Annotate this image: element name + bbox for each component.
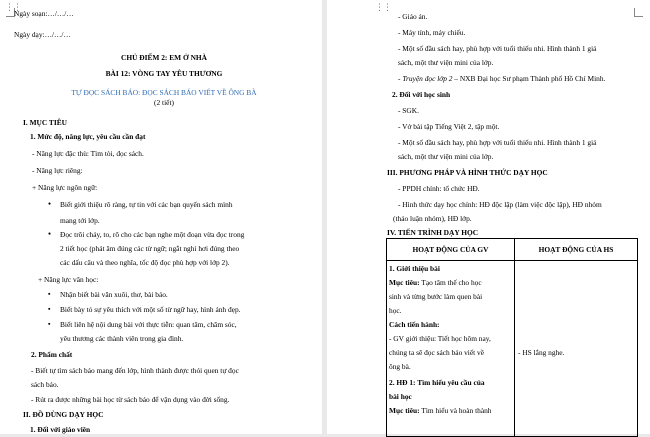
lesson-table xyxy=(386,238,638,437)
section-objectives: I. MỤC TIÊU xyxy=(23,118,68,127)
text-line: - Giáo án. xyxy=(398,12,428,21)
table-text: Mục tiêu: Tìm hiểu và hoàn thành xyxy=(389,406,492,415)
date-prepared: Ngày soạn:…/…/… xyxy=(14,9,74,18)
lesson-title: BÀI 12: VÒNG TAY YÊU THƯƠNG xyxy=(105,69,223,78)
text-line: - Vở bài tập Tiếng Việt 2, tập một. xyxy=(398,122,500,131)
text-line: - PPDH chính: tổ chức HĐ. xyxy=(398,184,480,193)
text-line: - Hình thức dạy học chính: HĐ độc lập (làm việc độc lập), HĐ nhóm xyxy=(398,200,602,209)
text-line: - Rút ra được những bài học từ sách báo để vận dụng vào đời sống. xyxy=(31,395,230,404)
table-cell-gv xyxy=(387,261,515,437)
subsection-teacher: 1. Đối với giáo viên xyxy=(30,425,91,434)
text-line: - Truyện đọc lớp 2 – NXB Đại học Sư phạm Thành phố Hồ Chí Minh. xyxy=(398,74,606,83)
table-text: - GV giới thiệu: Tiết học hôm nay, xyxy=(389,334,491,343)
table-header-gv: HOẠT ĐỘNG CỦA GV xyxy=(387,239,515,261)
section-procedure: IV. TIẾN TRÌNH DẠY HỌC xyxy=(387,228,479,237)
text-line: - Biết tự tìm sách báo mang đến lớp, hình thành được thói quen tự đọc xyxy=(31,366,239,375)
reading-topic: TỰ ĐỌC SÁCH BÁO: ĐỌC SÁCH BÁO VIẾT VỀ ÔNG BÀ xyxy=(71,88,257,97)
theme-heading: CHỦ ĐIỂM 2: EM Ở NHÀ xyxy=(120,53,207,62)
text-line: sách, một thư viện mini của lớp. xyxy=(398,152,494,161)
section-methods: III. PHƯƠNG PHÁP VÀ HÌNH THỨC DẠY HỌC xyxy=(387,168,548,177)
text-line: sách báo. xyxy=(31,380,59,389)
table-text: bài học xyxy=(389,392,412,401)
table-text: Mục tiêu: Tạo tâm thế cho học xyxy=(389,278,482,287)
subsection-students: 2. Đối với học sinh xyxy=(392,90,451,99)
text-line: yêu thương các thành viên trong gia đình. xyxy=(60,334,184,343)
table-text: chúng ta sẽ đọc sách báo viết về xyxy=(389,348,485,357)
text-line: + Năng lực ngôn ngữ: xyxy=(32,183,98,192)
table-text: sinh và từng bước làm quen bài xyxy=(389,292,483,301)
bullet-item: ● Biết giới thiệu rõ ràng, tự tin với các bạn quyển sách mình xyxy=(60,200,233,209)
subsection-qualities: 2. Phẩm chất xyxy=(31,350,73,359)
table-text: 2. HĐ 1: Tìm hiểu yêu cầu của xyxy=(389,378,485,387)
text-line: (thảo luận nhóm), HĐ lớp. xyxy=(393,214,472,223)
text-line: - Một số đầu sách hay, phù hợp với tuổi thiếu nhi. Hình thành 1 giá xyxy=(398,138,597,147)
table-text: ông bà. xyxy=(389,362,411,371)
subsection-competency: 1. Mức độ, năng lực, yêu cầu cần đạt xyxy=(30,132,146,141)
crop-mark xyxy=(634,8,643,17)
table-cell-hs xyxy=(515,261,638,437)
text-line: các dấu câu và theo nghĩa, tốc độ đọc phù hợp với lớp 2). xyxy=(60,258,230,267)
table-text: - HS lắng nghe. xyxy=(518,348,565,357)
table-text: học. xyxy=(389,306,402,315)
text-line: 2 tiết học (phát âm đúng các từ ngữ; ngắt nghỉ hơi đúng theo xyxy=(60,244,240,253)
table-header-hs: HOẠT ĐỘNG CỦA HS xyxy=(515,239,638,261)
text-line: mang tới lớp. xyxy=(60,216,100,225)
bullet-item: ▪ Nhận biết bài văn xuôi, thơ, bài báo. xyxy=(60,290,168,299)
section-materials: II. ĐỒ DÙNG DẠY HỌC xyxy=(23,410,104,419)
text-line: - Một số đầu sách hay, phù hợp với tuổi thiếu nhi. Hình thành 1 giá xyxy=(398,44,597,53)
paragraph-grip-icon[interactable]: ⋮⋮ xyxy=(375,3,391,13)
bullet-item: ● Đọc trôi chảy, to, rõ cho các bạn nghe một đoạn vừa đọc trong xyxy=(60,230,244,239)
table-text: Cách tiến hành: xyxy=(389,320,440,329)
bullet-item: ▪ Biết bày tỏ sự yêu thích với một số từ ngữ hay, hình ảnh đẹp. xyxy=(60,305,240,314)
table-text: 1. Giới thiệu bài xyxy=(389,264,440,273)
text-line: sách, một thư viện mini của lớp. xyxy=(398,58,494,67)
paragraph-grip-icon[interactable]: ⋮⋮ xyxy=(5,3,21,13)
bullet-item: ▪ Biết liên hệ nội dung bài với thực tiễn: quan tâm, chăm sóc, xyxy=(60,320,237,329)
period-count: (2 tiết) xyxy=(154,98,174,107)
date-taught: Ngày dạy:…/…/… xyxy=(14,30,71,39)
text-line: - Máy tính, máy chiếu. xyxy=(398,28,466,37)
text-line: + Năng lực văn học: xyxy=(38,275,99,284)
text-line: - SGK. xyxy=(398,106,419,115)
text-line: - Năng lực riêng: xyxy=(32,166,83,175)
text-line: - Năng lực đặc thù: Tìm tòi, đọc sách. xyxy=(32,149,144,158)
